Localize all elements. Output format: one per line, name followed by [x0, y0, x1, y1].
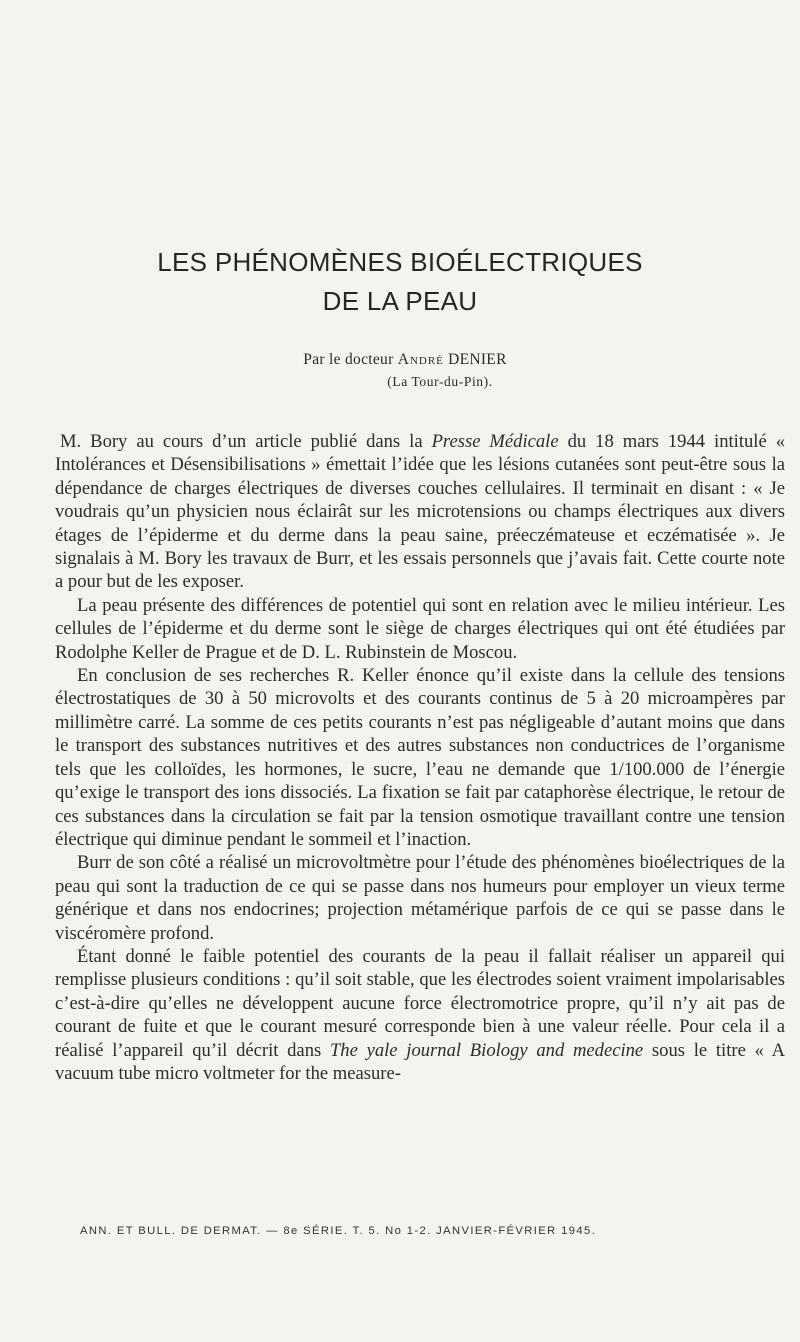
paragraph-1-text-b: du 18 mars 1944 intitulé « Intolérances et Désensibilisations » émettait l’idée que les lésions cutanées sont peut-être sous la dépendance de charges électriques de diverses couches cellulaires. Il terminait en disant : « Je voudrais qu’un physicien nous éclairât sur les microtensions ou champs électriques aux divers étages de l’épiderme et du derme dans la peau saine, préeczémateuse et eczématisée ». Je signalais à M. Bory les travaux de Burr, et les essais personnels que j’avais fait. Cette courte note a pour but de les exposer.: [55, 431, 786, 593]
author-last-name: DENIER: [448, 351, 507, 368]
paragraph-5-text-a: Étant donné le faible potentiel des courants de la peau il fallait réaliser un appareil qui remplisse plusieurs conditions : qu’il soit stable, que les électrodes soient vraiment impolarisables c’est-à-dire qu’elles ne développent aucune force électromotrice propre, qu’il n’y ait pas de courant de fuite et que le courant mesuré corresponde bien à une valeur réelle. Pour cela il a réalisé l’appareil qu’il décrit dans: [55, 945, 785, 1061]
byline-prefix: Par le docteur: [303, 351, 394, 368]
journal-name-presse-medicale: Presse Médicale: [431, 431, 559, 452]
paragraph-5-text-b: sous le titre « A vacuum tube micro voltmeter for the measure-: [55, 1039, 785, 1084]
paragraph-1-text-a: M. Bory au cours d’un article publié dans la: [60, 431, 432, 452]
paragraph-5: [55, 945, 785, 1085]
journal-footer: ANN. ET BULL. DE DERMAT. — 8e SÉRIE. T. 5. No 1-2. JANVIER-FÉVRIER 1945.: [80, 1225, 597, 1237]
journal-name-yale: The yale journal Biology and medecine: [329, 1039, 644, 1061]
paragraph-1: [55, 430, 785, 594]
paragraph-4: Burr de son côté a réalisé un microvoltmètre pour l’étude des phénomènes bioélectriques de la peau qui sont la traduction de ce qui se passe dans nos humeurs pour employer un vieux terme générique et dans nos endocrines; projection métamérique parfois de ce qui se passe dans le viscéromère profond.: [55, 852, 785, 944]
paragraph-2: La peau présente des différences de potentiel qui sont en relation avec le milieu intérieur. Les cellules de l’épiderme et du derme sont le siège de charges électriques qui ont été étudiées par Rodolphe Keller de Prague et de D. L. Rubinstein de Moscou.: [55, 594, 785, 663]
article-title-line-1: LES PHÉNOMÈNES BIOÉLECTRIQUES: [157, 247, 643, 277]
paragraph-3: En conclusion de ses recherches R. Keller énonce qu’il existe dans la cellule des tensions électrostatiques de 30 à 50 microvolts et des courants continus de 5 à 20 microampères par millimètre carré. La somme de ces petits courants n’est pas négligeable d’autant moins que dans le transport des substances nutritives et des autres substances non conductrices de l’organisme tels que les colloïdes, les hormones, le sucre, l’eau ne demande que 1/100.000 de l’énergie qu’exige le transport des ions dissociés. La fixation se fait par cataphorèse électrique, le retour de ces substances dans la circulation se fait par la tension osmotique travaillant contre une tension électrique qui diminue pendant le sommeil et l’inaction.: [55, 665, 785, 850]
article-body: [55, 430, 785, 1085]
article-title-line-2: DE LA PEAU: [322, 286, 478, 316]
author-byline: [0, 351, 800, 369]
author-affiliation: (La Tour-du-Pin).: [387, 374, 493, 389]
author-first-name: André: [397, 351, 444, 368]
